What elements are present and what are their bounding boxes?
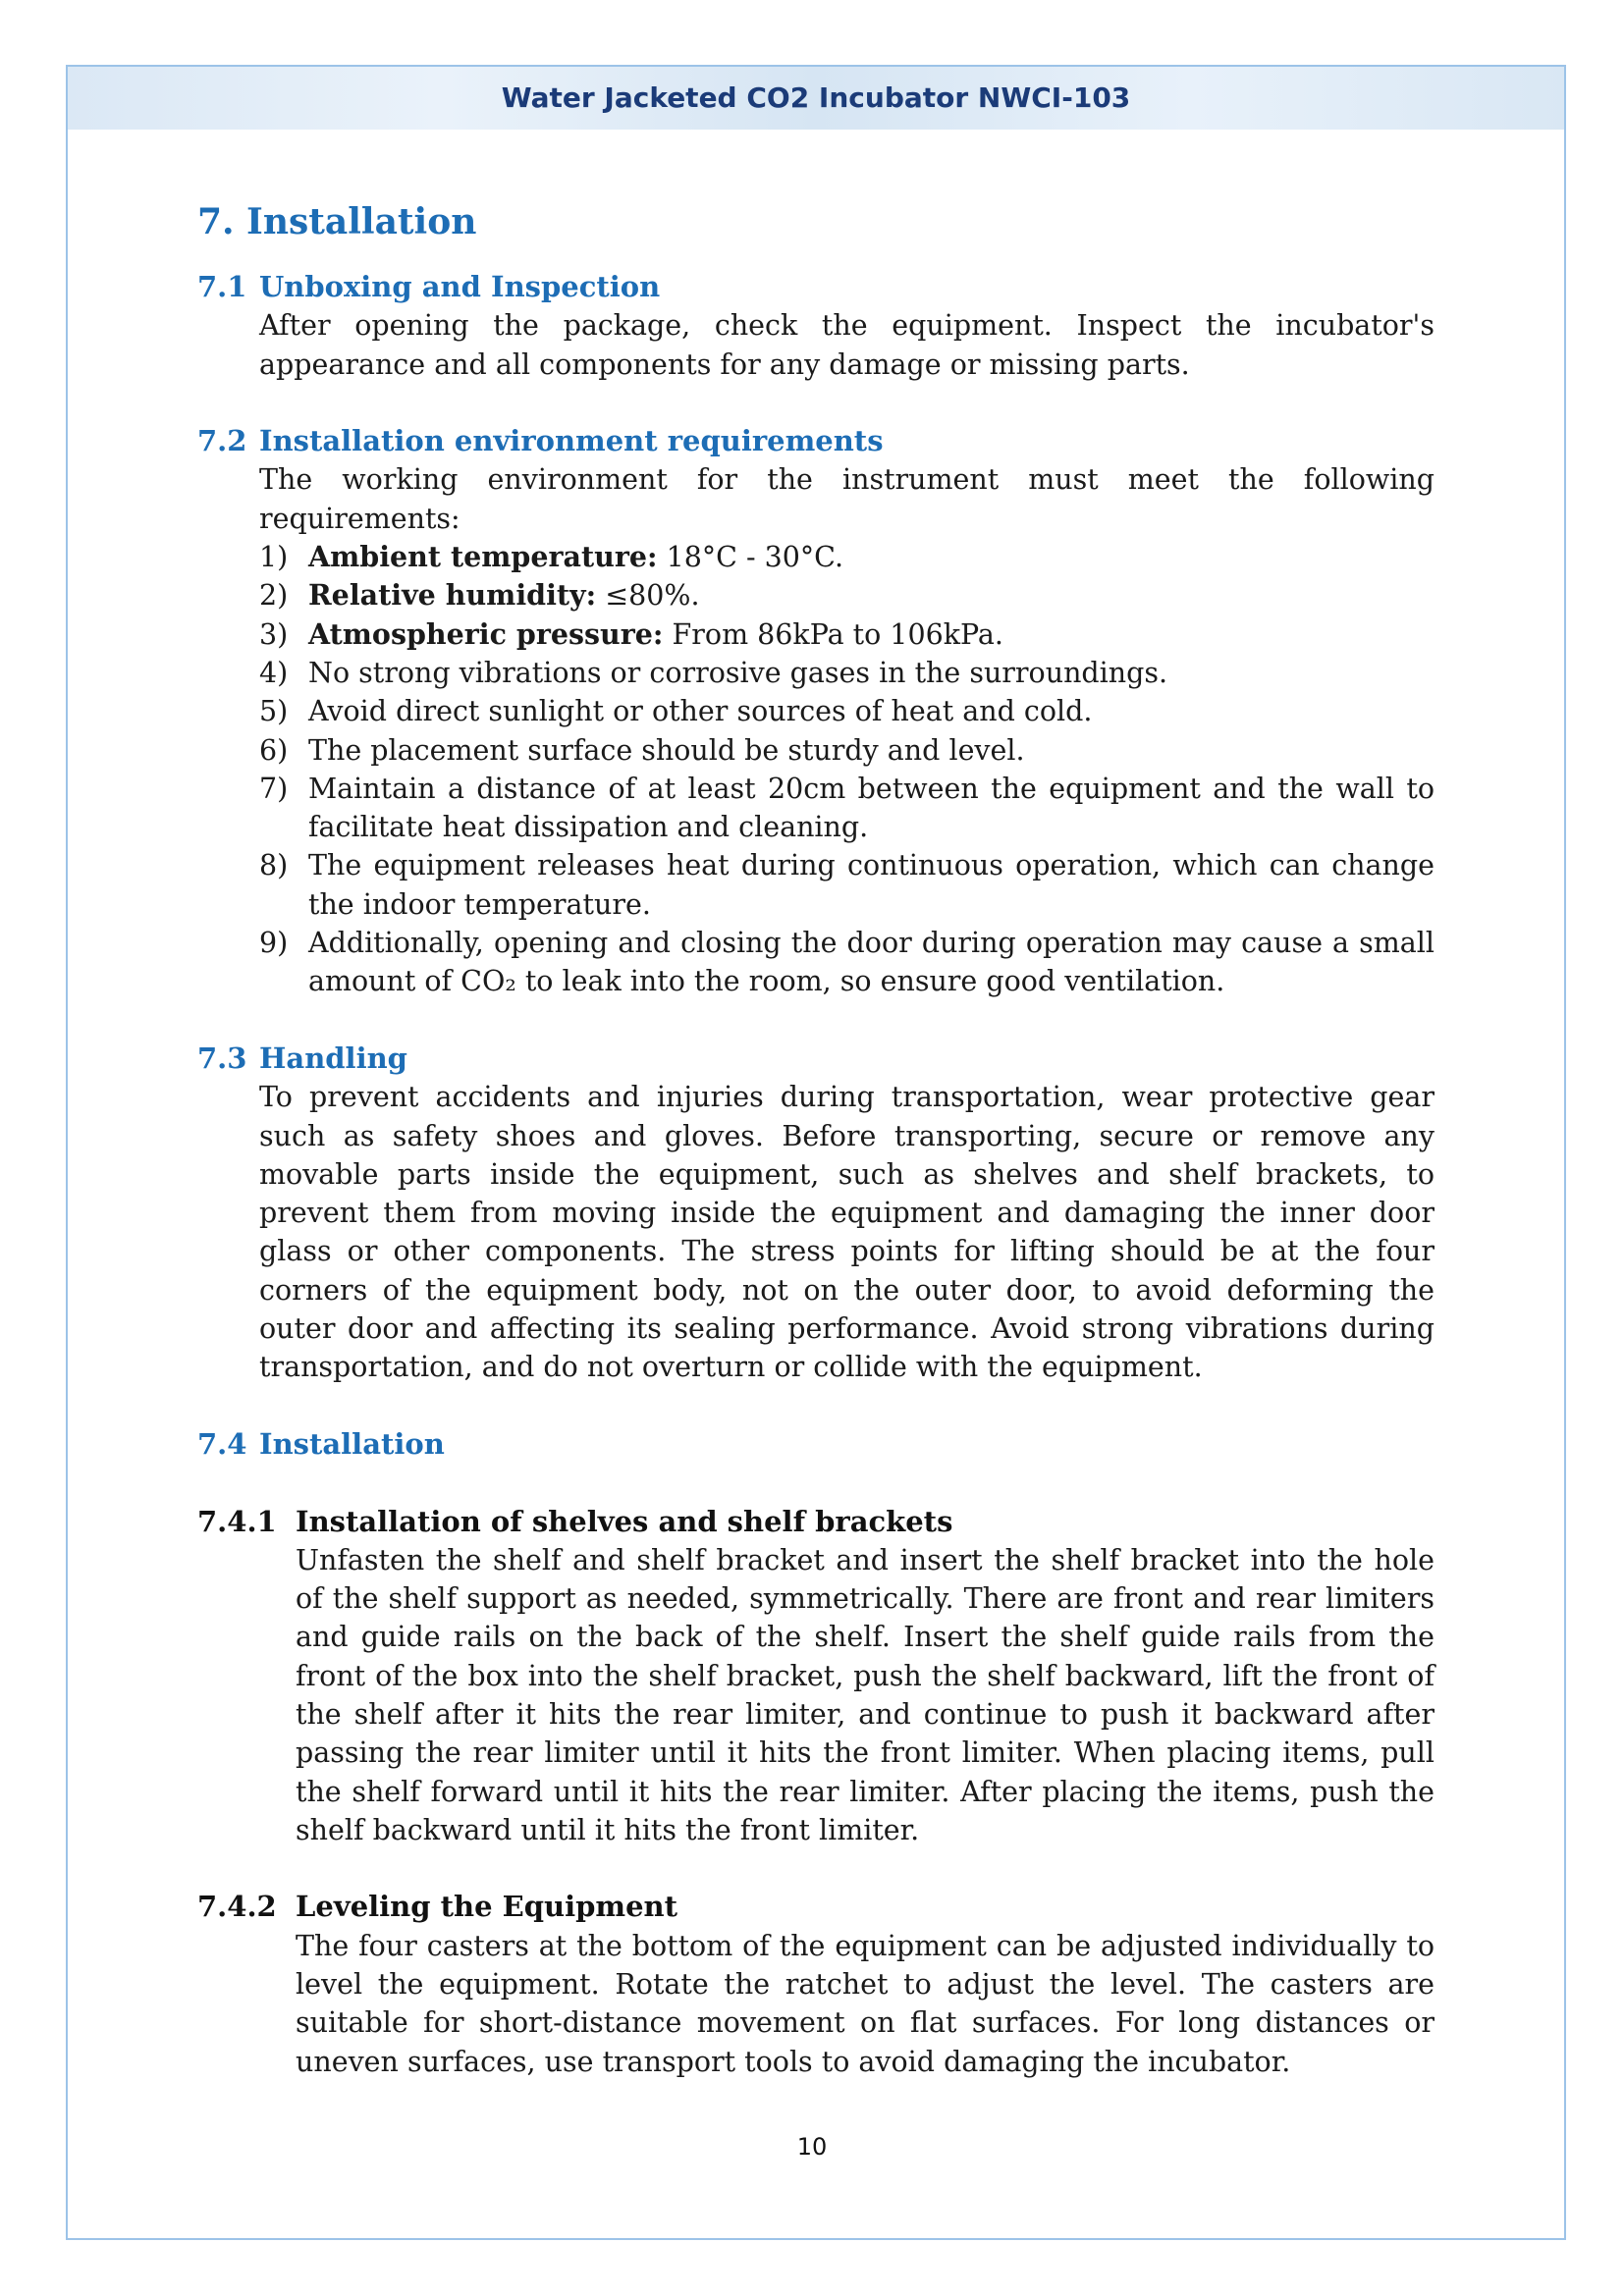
list-item <box>259 654 1435 692</box>
subsection-heading-7-2 <box>197 422 1435 460</box>
list-item-index: 4) <box>259 656 289 689</box>
list-item <box>259 731 1435 770</box>
list-item-text: The placement surface should be sturdy and level. <box>308 733 1025 767</box>
list-item-index: 1) <box>259 541 289 574</box>
list-item <box>259 692 1435 730</box>
list-item <box>259 615 1435 654</box>
subsection-heading-7-1 <box>197 268 1435 306</box>
subsection-number: 7.3 <box>197 1041 247 1075</box>
section-heading <box>197 189 1435 254</box>
list-item-index: 5) <box>259 695 289 728</box>
section-number: 7. <box>197 201 235 242</box>
list-item-index: 3) <box>259 617 289 651</box>
list-item-index: 9) <box>259 927 289 960</box>
list-item-text: 18°C - 30°C. <box>657 541 844 574</box>
list-item <box>259 538 1435 576</box>
subsubsection-title: Installation of shelves and shelf brackets <box>296 1504 953 1538</box>
document-body <box>197 189 1435 2081</box>
subsection-number: 7.4 <box>197 1426 247 1461</box>
list-item-index: 2) <box>259 579 289 613</box>
shelves-paragraph: Unfasten the shelf and shelf bracket and insert the shelf bracket into the hole of the shelf support as needed, symmetrically. There are front and rear limiters and guide rails on the back of the shelf. Insert the shelf guide rails from the front of the box into the shelf bracket, push the shelf backward, lift the front of the shelf after it hits the rear limiter, and continue to push it backward after passing the rear limiter until it hits the front limiter. When placing items, pull the shelf forward until it hits the rear limiter. After placing the items, push the shelf backward until it hits the front limiter. <box>296 1543 1435 1846</box>
unboxing-paragraph: After opening the package, check the equipment. Inspect the incubator's appearance and all components for any damage or missing parts. <box>259 309 1435 381</box>
subsection-title: Installation environment requirements <box>259 424 884 458</box>
list-item-text: Maintain a distance of at least 20cm between the equipment and the wall to facilitate heat dissipation and cleaning. <box>308 772 1435 844</box>
list-item-index: 6) <box>259 733 289 767</box>
list-item-text: ≤80%. <box>596 579 700 613</box>
requirements-list <box>259 538 1435 1001</box>
subsection-heading-7-3 <box>197 1040 1435 1078</box>
subsection-title: Unboxing and Inspection <box>259 270 661 303</box>
leveling-paragraph: The four casters at the bottom of the equipment can be adjusted individually to level the equipment. Rotate the ratchet to adjust the level. The casters are suitable for short-distance movement on flat surfaces. For long distances or uneven surfaces, use transport tools to avoid damaging the incubator. <box>296 1929 1435 2078</box>
subsection-title: Handling <box>259 1041 407 1075</box>
subsubsection-heading-7-4-1 <box>197 1503 1435 1541</box>
subsubsection-number: 7.4.2 <box>197 1890 277 1924</box>
list-item-text: Additionally, opening and closing the door during operation may cause a small amount of CO₂ to leak into the room, so ensure good ventilation. <box>308 927 1435 998</box>
subsubsection-title: Leveling the Equipment <box>296 1890 678 1924</box>
section-title: Installation <box>246 201 477 242</box>
list-item <box>259 576 1435 614</box>
list-item-text: The equipment releases heat during continuous operation, which can change the indoor temperature. <box>308 849 1435 921</box>
header-title: Water Jacketed CO2 Incubator NWCI-103 <box>501 81 1131 114</box>
list-item-label: Atmospheric pressure: <box>308 616 664 651</box>
subsubsection-heading-7-4-2 <box>197 1888 1435 1926</box>
handling-paragraph: To prevent accidents and injuries during transportation, wear protective gear such as safety shoes and gloves. Before transporting, secure or remove any movable parts inside the equipment, such as shelves and shelf brackets, to prevent them from moving inside the equipment and damaging the inner door glass or other components. The stress points for lifting should be at the four corners of the equipment body, not on the outer door, to avoid deforming the outer door and affecting its sealing performance. Avoid strong vibrations during transportation, and do not overturn or collide with the equipment. <box>259 1081 1435 1384</box>
subsection-number: 7.1 <box>197 270 247 303</box>
list-item <box>259 924 1435 1001</box>
subsection-heading-7-4 <box>197 1425 1435 1464</box>
page-number: 10 <box>796 2133 828 2161</box>
list-item-label: Relative humidity: <box>308 578 597 613</box>
list-item <box>259 770 1435 847</box>
list-item-text: No strong vibrations or corrosive gases in the surroundings. <box>308 656 1168 689</box>
list-item-index: 7) <box>259 772 289 805</box>
list-item-label: Ambient temperature: <box>308 540 658 574</box>
list-item-text: Avoid direct sunlight or other sources of heat and cold. <box>308 695 1093 728</box>
list-item <box>259 846 1435 924</box>
list-item-text: From 86kPa to 106kPa. <box>663 617 1003 651</box>
subsection-number: 7.2 <box>197 424 247 458</box>
subsection-title: Installation <box>259 1426 445 1461</box>
list-item-index: 8) <box>259 849 289 882</box>
subsubsection-number: 7.4.1 <box>197 1504 277 1538</box>
requirements-intro: The working environment for the instrument must meet the following requirements: <box>259 463 1435 535</box>
